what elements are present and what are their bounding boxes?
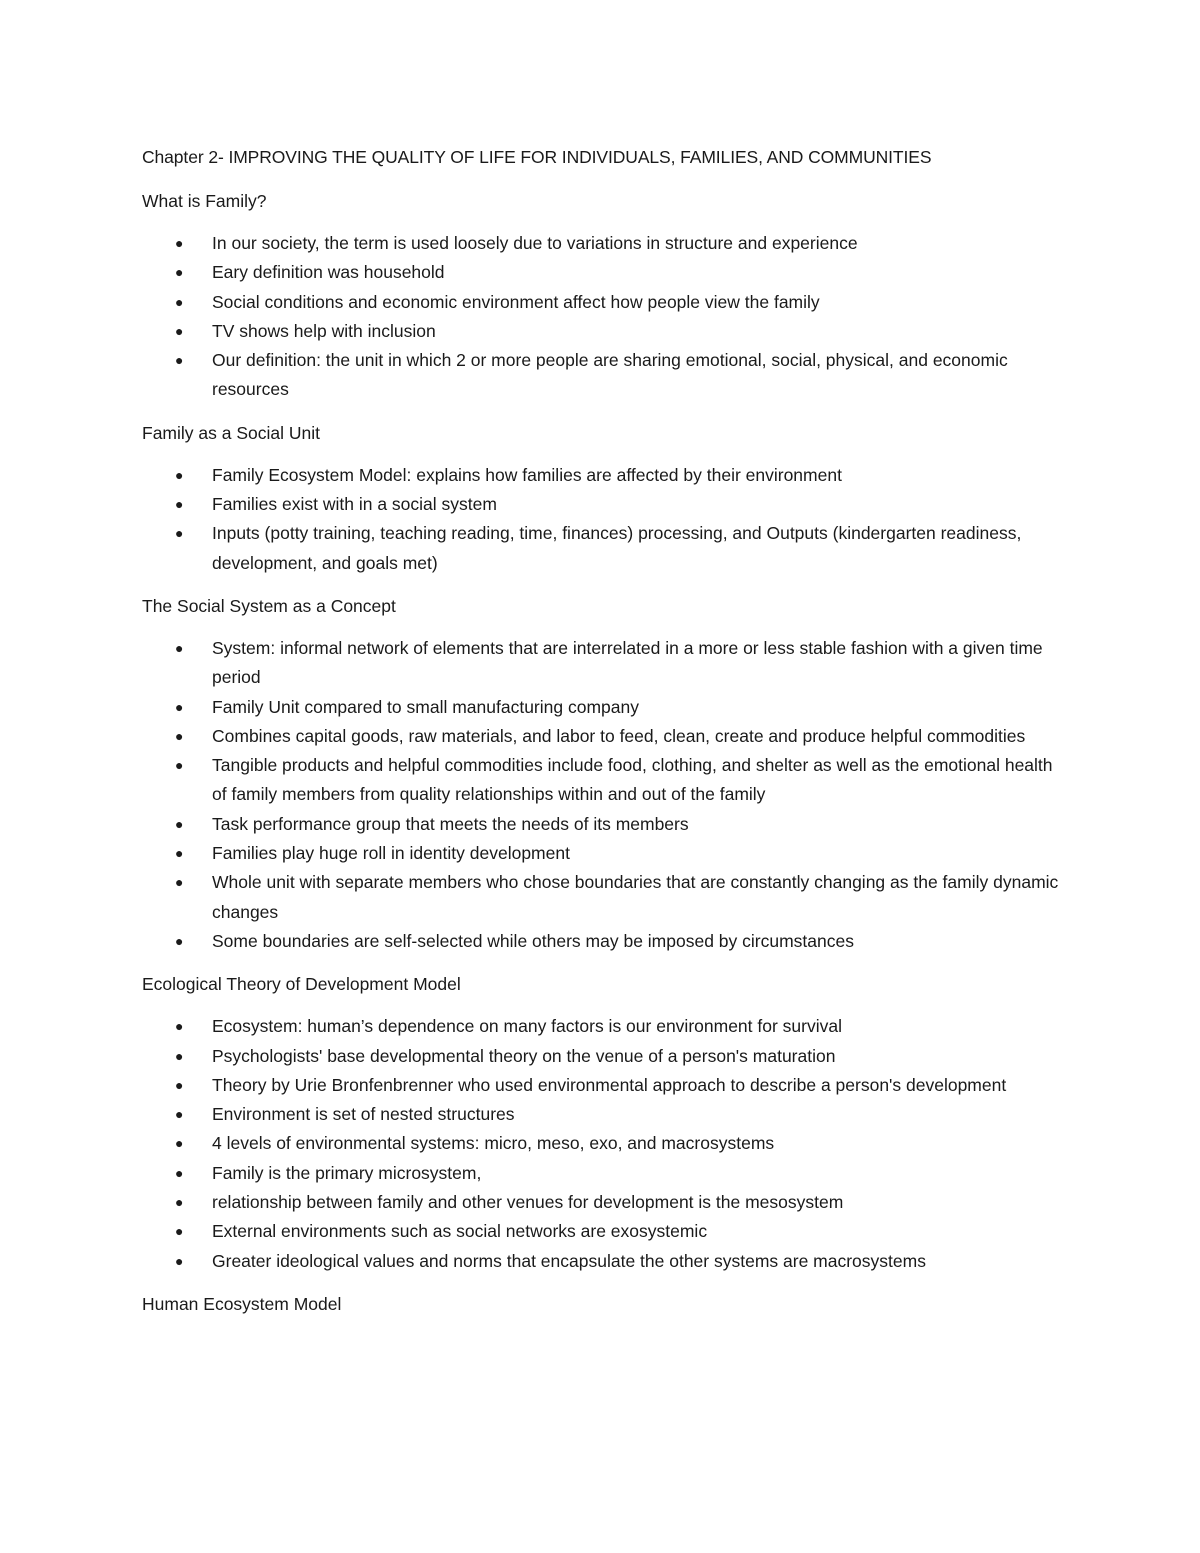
bullet-list-family-social-unit bbox=[142, 461, 1062, 578]
list-item: ● Combines capital goods, raw materials, and labor to feed, clean, create and produce helpful commodities bbox=[142, 722, 1062, 751]
list-item: ● In our society, the term is used loosely due to variations in structure and experience bbox=[142, 229, 1062, 258]
list-item: ● Task performance group that meets the needs of its members bbox=[142, 810, 1062, 839]
bullet-icon: ● bbox=[175, 293, 184, 310]
list-item: ● Greater ideological values and norms that encapsulate the other systems are macrosystems bbox=[142, 1247, 1062, 1276]
bullet-icon: ● bbox=[175, 1076, 184, 1093]
section-heading-ecological-theory: Ecological Theory of Development Model bbox=[142, 974, 461, 995]
bullet-list-ecological-theory bbox=[142, 1012, 1062, 1276]
bullet-icon: ● bbox=[175, 1164, 184, 1181]
bullet-icon: ● bbox=[175, 322, 184, 339]
bullet-icon: ● bbox=[175, 1018, 184, 1035]
bullet-icon: ● bbox=[175, 525, 184, 542]
list-item: ● TV shows help with inclusion bbox=[142, 317, 1062, 346]
list-item: ● Environment is set of nested structures bbox=[142, 1100, 1062, 1129]
list-item: ● Family Ecosystem Model: explains how families are affected by their environment bbox=[142, 461, 1062, 490]
section-heading-human-ecosystem: Human Ecosystem Model bbox=[142, 1293, 342, 1314]
list-item: ● Some boundaries are self-selected while others may be imposed by circumstances bbox=[142, 927, 1062, 956]
list-item: ● System: informal network of elements that are interrelated in a more or less stable fashion with a given time period bbox=[142, 634, 1062, 693]
bullet-icon: ● bbox=[175, 1135, 184, 1152]
list-item: ● Family Unit compared to small manufacturing company bbox=[142, 693, 1062, 722]
bullet-list-what-is-family bbox=[142, 229, 1062, 405]
list-item: ● Family is the primary microsystem, bbox=[142, 1159, 1062, 1188]
bullet-icon: ● bbox=[175, 1194, 184, 1211]
list-item: ● Families play huge roll in identity development bbox=[142, 839, 1062, 868]
section-heading-what-is-family: What is Family? bbox=[142, 191, 267, 211]
bullet-icon: ● bbox=[175, 1047, 184, 1064]
bullet-list-social-system bbox=[142, 634, 1062, 956]
list-item: ● 4 levels of environmental systems: micro, meso, exo, and macrosystems bbox=[142, 1129, 1062, 1158]
bullet-icon: ● bbox=[175, 757, 184, 774]
list-item: ● Theory by Urie Bronfenbrenner who used environmental approach to describe a person's development bbox=[142, 1071, 1062, 1100]
bullet-icon: ● bbox=[175, 727, 184, 744]
bullet-icon: ● bbox=[175, 264, 184, 281]
bullet-icon: ● bbox=[175, 1223, 184, 1240]
list-item: ● relationship between family and other venues for development is the mesosystem bbox=[142, 1188, 1062, 1217]
bullet-icon: ● bbox=[175, 1252, 184, 1269]
bullet-icon: ● bbox=[175, 874, 184, 891]
section-heading-social-system: The Social System as a Concept bbox=[142, 595, 396, 616]
list-item: ● Psychologists' base developmental theory on the venue of a person's maturation bbox=[142, 1042, 1062, 1071]
document-page bbox=[142, 143, 1062, 1332]
section-heading-family-social-unit: Family as a Social Unit bbox=[142, 422, 320, 443]
list-item: ● Tangible products and helpful commodities include food, clothing, and shelter as well as the emotional health of family members from quality relationships within and out of the family bbox=[142, 751, 1062, 810]
list-item: ● Eary definition was household bbox=[142, 258, 1062, 287]
list-item: ● External environments such as social networks are exosystemic bbox=[142, 1217, 1062, 1246]
list-item: ● Social conditions and economic environment affect how people view the family bbox=[142, 288, 1062, 317]
bullet-icon: ● bbox=[175, 235, 184, 251]
bullet-icon: ● bbox=[175, 639, 184, 656]
bullet-icon: ● bbox=[175, 815, 184, 832]
list-item: ● Families exist with in a social system bbox=[142, 490, 1062, 519]
document-title: Chapter 2- IMPROVING THE QUALITY OF LIFE FOR INDIVIDUALS, FAMILIES, AND COMMUNITIES bbox=[142, 147, 932, 167]
list-item: ● Inputs (potty training, teaching reading, time, finances) processing, and Outputs (kindergarten readiness, development, and goals met) bbox=[142, 519, 1062, 578]
bullet-icon: ● bbox=[175, 932, 184, 949]
list-item: ● Our definition: the unit in which 2 or more people are sharing emotional, social, physical, and economic resources bbox=[142, 346, 1062, 405]
list-item: ● Whole unit with separate members who chose boundaries that are constantly changing as the family dynamic changes bbox=[142, 868, 1062, 927]
bullet-icon: ● bbox=[175, 845, 184, 862]
bullet-icon: ● bbox=[175, 466, 184, 483]
bullet-icon: ● bbox=[175, 1106, 184, 1123]
list-item: ● Ecosystem: human’s dependence on many factors is our environment for survival bbox=[142, 1012, 1062, 1041]
bullet-icon: ● bbox=[175, 496, 184, 513]
bullet-icon: ● bbox=[175, 352, 184, 369]
bullet-icon: ● bbox=[175, 698, 184, 715]
